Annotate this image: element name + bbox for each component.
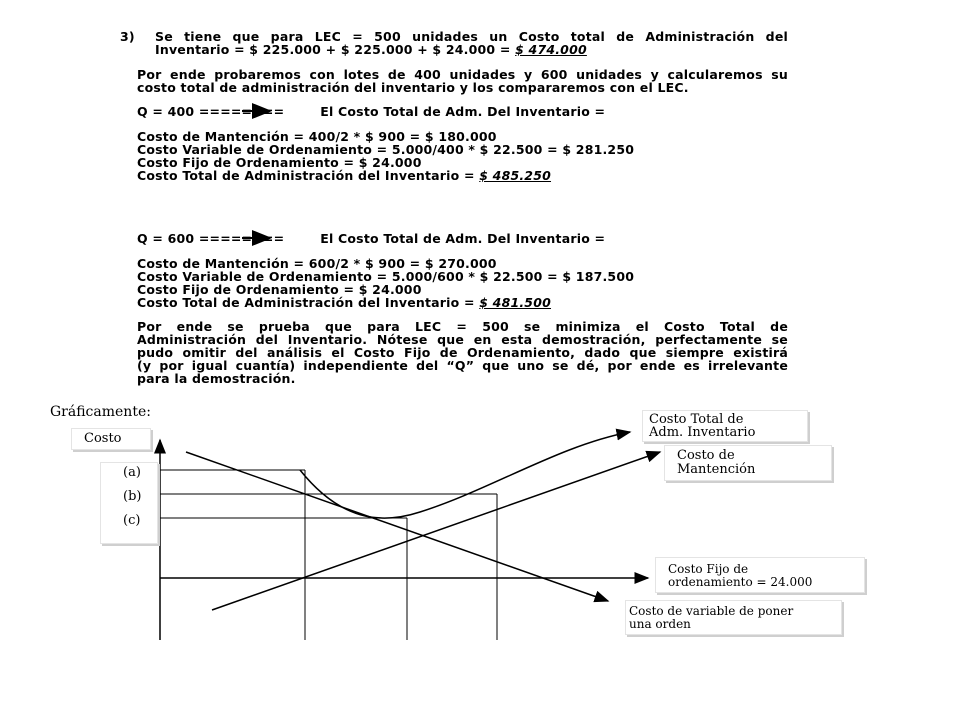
q400-line4-text: Costo Total de Administración del Inventario = — [137, 168, 480, 183]
conclusion-line3: pudo omitir del análisis el Costo Fijo de Ordenamiento, dado que siempre existirá — [137, 345, 788, 360]
q400-header-tail: El Costo Total de Adm. Del Inventario = — [320, 104, 606, 119]
variable-cost-label-line2: una orden — [629, 617, 691, 631]
variable-cost-label-box — [625, 600, 842, 635]
mark-a: (a) — [123, 465, 141, 480]
mark-c: (c) — [123, 513, 141, 528]
marks-box — [100, 462, 158, 544]
q600-line3: Costo Fijo de Ordenamiento = $ 24.000 — [137, 282, 422, 297]
para1-line2: costo total de administración del inventario y los compararemos con el LEC. — [137, 80, 689, 95]
conclusion-line5: para la demostración. — [137, 371, 296, 386]
item3-line1: Se tiene que para LEC = 500 unidades un Costo total de Administración del — [155, 29, 788, 44]
fixed-cost-label-box — [655, 557, 865, 593]
holding-cost-line — [212, 452, 660, 610]
fixed-cost-label-line2: ordenamiento = 24.000 — [668, 575, 813, 589]
q400-line2: Costo Variable de Ordenamiento = 5.000/400 * $ 22.500 = $ 281.250 — [137, 142, 635, 157]
total-cost-label-line2: Adm. Inventario — [649, 425, 756, 440]
q600-line4-text: Costo Total de Administración del Inventario = — [137, 295, 480, 310]
holding-cost-label-line2: Mantención — [677, 462, 756, 477]
q400-line1: Costo de Mantención = 400/2 * $ 900 = $ 180.000 — [137, 129, 497, 144]
holding-cost-label-box — [664, 445, 832, 481]
graph-title: Gráficamente: — [50, 404, 151, 420]
fixed-cost-label-line1: Costo Fijo de — [668, 562, 749, 576]
mark-b: (b) — [123, 489, 142, 504]
para1-line1: Por ende probaremos con lotes de 400 unidades y 600 unidades y calcularemos su — [137, 67, 788, 82]
q400-header-lead: Q = 400 ======== — [137, 104, 285, 119]
conclusion-line1: Por ende se prueba que para LEC = 500 se minimiza el Costo Total de — [137, 319, 788, 334]
holding-cost-label-line1: Costo de — [677, 448, 735, 463]
conclusion-line2: Administración del Inventario. Nótese que en esta demostración, perfectamente se — [137, 332, 788, 347]
item-number: 3) — [120, 29, 135, 44]
total-cost-label-line1: Costo Total de — [649, 412, 744, 427]
q600-line1: Costo de Mantención = 600/2 * $ 900 = $ 270.000 — [137, 256, 497, 271]
item3-line2-text: Inventario = $ 225.000 + $ 225.000 + $ 24.000 = — [155, 42, 516, 57]
item3-total: $ 474.000 — [515, 42, 587, 57]
q400-total: $ 485.250 — [479, 168, 552, 183]
y-axis-label: Costo — [84, 431, 122, 446]
conclusion-line4: (y por igual cuantía) independiente del “Q” que uno se dé, por ende es irrelevante — [137, 358, 788, 373]
variable-cost-label-line1: Costo de variable de poner — [629, 604, 794, 618]
q400-line3: Costo Fijo de Ordenamiento = $ 24.000 — [137, 155, 422, 170]
q600-header-tail: El Costo Total de Adm. Del Inventario = — [320, 231, 606, 246]
total-cost-curve — [300, 432, 630, 518]
q600-line2: Costo Variable de Ordenamiento = 5.000/600 * $ 22.500 = $ 187.500 — [137, 269, 635, 284]
total-cost-label-box — [642, 410, 808, 442]
q600-header-lead: Q = 600 ======== — [137, 231, 285, 246]
y-axis-label-box — [71, 428, 151, 450]
q600-total: $ 481.500 — [479, 295, 552, 310]
